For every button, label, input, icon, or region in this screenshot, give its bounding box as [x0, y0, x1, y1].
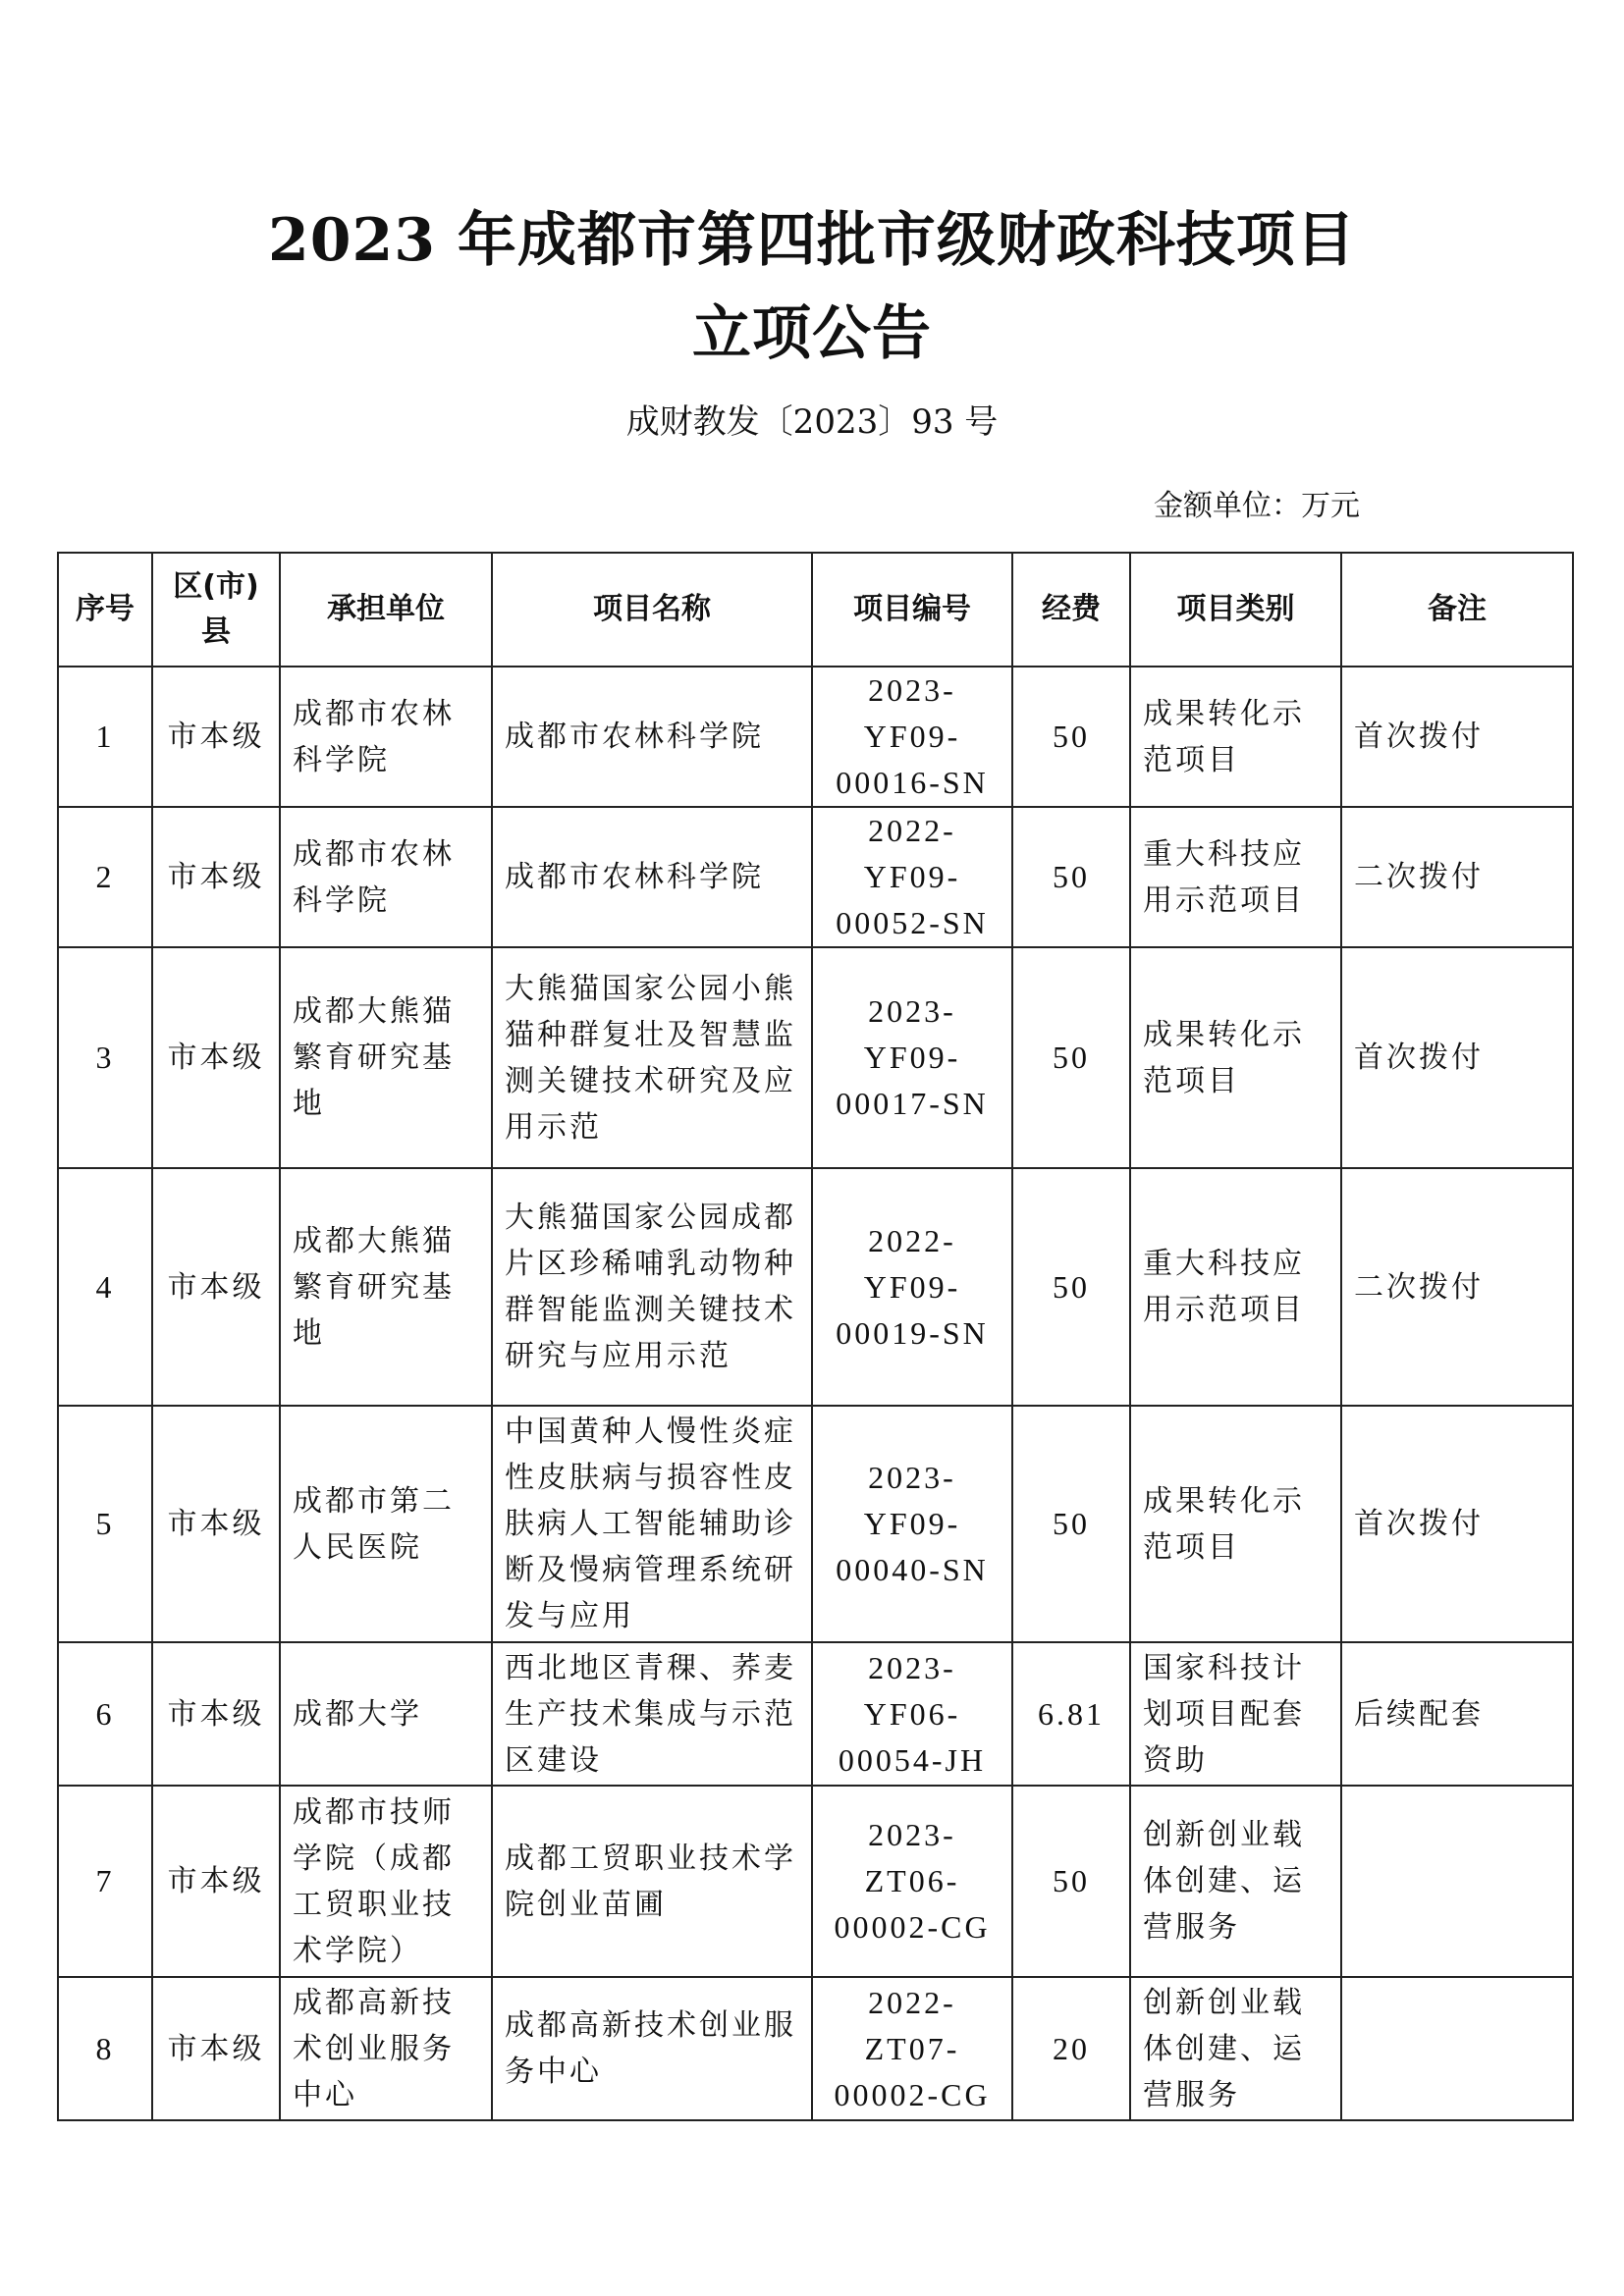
code-line-1: 2023-ZT06-: [864, 1817, 960, 1898]
document-title-line-1: 2023 年成都市第四批市级财政科技项目: [268, 206, 1356, 275]
cell-note: [1341, 1977, 1573, 2120]
table-row: [58, 1642, 1573, 1786]
cell-funding: 50: [1012, 947, 1130, 1168]
cell-code: [812, 1642, 1012, 1786]
cell-index: 4: [58, 1168, 152, 1406]
code-line-2: 00052-SN: [836, 905, 989, 940]
cell-code: [812, 947, 1012, 1168]
header-unit: 承担单位: [280, 553, 492, 667]
code-line-2: 00017-SN: [836, 1086, 989, 1121]
cell-index: 2: [58, 807, 152, 947]
cell-unit: 成都大熊猫繁育研究基地: [280, 1168, 492, 1406]
code-line-2: 00019-SN: [836, 1314, 989, 1351]
table-row: [58, 1168, 1573, 1406]
cell-unit: 成都市农林科学院: [280, 667, 492, 807]
cell-note: 首次拨付: [1341, 947, 1573, 1168]
cell-district: 市本级: [152, 1168, 280, 1406]
cell-unit: 成都市第二人民医院: [280, 1406, 492, 1642]
header-funding: 经费: [1012, 553, 1130, 667]
table-row: [58, 667, 1573, 807]
cell-name: 成都高新技术创业服务中心: [492, 1977, 812, 2120]
amount-unit-label: 金额单位：万元: [1154, 489, 1360, 523]
cell-note: 首次拨付: [1341, 1406, 1573, 1642]
cell-name: 大熊猫国家公园小熊猫种群复壮及智慧监测关键技术研究及应用示范: [492, 947, 812, 1168]
cell-funding: 6.81: [1012, 1642, 1130, 1786]
cell-name: 大熊猫国家公园成都片区珍稀哺乳动物种群智能监测关键技术研究与应用示范: [492, 1168, 812, 1406]
cell-index: 1: [58, 667, 152, 807]
header-index: 序号: [58, 553, 152, 667]
cell-funding: 50: [1012, 1786, 1130, 1977]
cell-funding: 50: [1012, 807, 1130, 947]
cell-name: 西北地区青稞、荞麦生产技术集成与示范区建设: [492, 1642, 812, 1786]
cell-district: 市本级: [152, 807, 280, 947]
cell-district: 市本级: [152, 947, 280, 1168]
cell-index: 3: [58, 947, 152, 1168]
table-row: [58, 947, 1573, 1168]
document-number: 成财教发〔2023〕93 号: [625, 402, 999, 442]
cell-name: 成都工贸职业技术学院创业苗圃: [492, 1786, 812, 1977]
cell-note: 首次拨付: [1341, 667, 1573, 807]
cell-category: 重大科技应用示范项目: [1130, 1168, 1341, 1406]
code-line-1: 2022-YF09-: [863, 813, 961, 894]
table-row: [58, 807, 1573, 947]
cell-district: 市本级: [152, 1406, 280, 1642]
code-line-1: 2023-YF09-: [863, 1460, 961, 1541]
code-line-1: 2023-YF06-: [863, 1649, 961, 1732]
code-line-2: 00040-SN: [836, 1552, 989, 1587]
cell-category: 成果转化示范项目: [1130, 1406, 1341, 1642]
cell-unit: 成都大熊猫繁育研究基地: [280, 947, 492, 1168]
cell-code: [812, 1406, 1012, 1642]
code-line-2: 00002-CG: [834, 1909, 991, 1945]
header-note: 备注: [1341, 553, 1573, 667]
code-line-2: 00016-SN: [836, 765, 989, 800]
cell-district: 市本级: [152, 1642, 280, 1786]
cell-unit: 成都高新技术创业服务中心: [280, 1977, 492, 2120]
header-code: 项目编号: [812, 553, 1012, 667]
cell-code: [812, 807, 1012, 947]
cell-index: 7: [58, 1786, 152, 1977]
code-line-1: 2022-ZT07-: [864, 1984, 960, 2066]
cell-unit: 成都市技师学院（成都工贸职业技术学院）: [280, 1786, 492, 1977]
cell-code: [812, 1168, 1012, 1406]
cell-funding: 50: [1012, 1168, 1130, 1406]
cell-note: 二次拨付: [1341, 807, 1573, 947]
cell-unit: 成都大学: [280, 1642, 492, 1786]
table-row: [58, 1786, 1573, 1977]
header-category: 项目类别: [1130, 553, 1341, 667]
cell-note: [1341, 1786, 1573, 1977]
cell-district: 市本级: [152, 1977, 280, 2120]
code-line-2: 00054-JH: [838, 1741, 987, 1778]
header-district: 区(市)县: [152, 553, 280, 667]
cell-index: 6: [58, 1642, 152, 1786]
cell-code: [812, 1977, 1012, 2120]
cell-district: 市本级: [152, 1786, 280, 1977]
table-row: [58, 1977, 1573, 2120]
cell-category: 成果转化示范项目: [1130, 947, 1341, 1168]
code-line-1: 2023-YF09-: [863, 672, 961, 754]
cell-code: [812, 667, 1012, 807]
code-line-2: 00002-CG: [834, 2076, 991, 2112]
table-row: [58, 1406, 1573, 1642]
cell-name: 中国黄种人慢性炎症性皮肤病与损容性皮肤病人工智能辅助诊断及慢病管理系统研发与应用: [492, 1406, 812, 1642]
cell-category: 创新创业载体创建、运营服务: [1130, 1786, 1341, 1977]
cell-funding: 50: [1012, 1406, 1130, 1642]
cell-index: 5: [58, 1406, 152, 1642]
header-name: 项目名称: [492, 553, 812, 667]
cell-note: 后续配套: [1341, 1642, 1573, 1786]
table-header-row: [58, 553, 1573, 667]
cell-funding: 20: [1012, 1977, 1130, 2120]
cell-category: 国家科技计划项目配套资助: [1130, 1642, 1341, 1786]
cell-unit: 成都市农林科学院: [280, 807, 492, 947]
cell-name: 成都市农林科学院: [492, 807, 812, 947]
cell-funding: 50: [1012, 667, 1130, 807]
cell-index: 8: [58, 1977, 152, 2120]
code-line-1: 2022-YF09-: [863, 1222, 961, 1305]
code-line-1: 2023-YF09-: [863, 993, 961, 1075]
cell-name: 成都市农林科学院: [492, 667, 812, 807]
cell-category: 创新创业载体创建、运营服务: [1130, 1977, 1341, 2120]
cell-district: 市本级: [152, 667, 280, 807]
cell-note: 二次拨付: [1341, 1168, 1573, 1406]
project-table: [57, 552, 1574, 2121]
document-title-line-2: 立项公告: [692, 299, 932, 368]
cell-category: 成果转化示范项目: [1130, 667, 1341, 807]
cell-category: 重大科技应用示范项目: [1130, 807, 1341, 947]
cell-code: [812, 1786, 1012, 1977]
